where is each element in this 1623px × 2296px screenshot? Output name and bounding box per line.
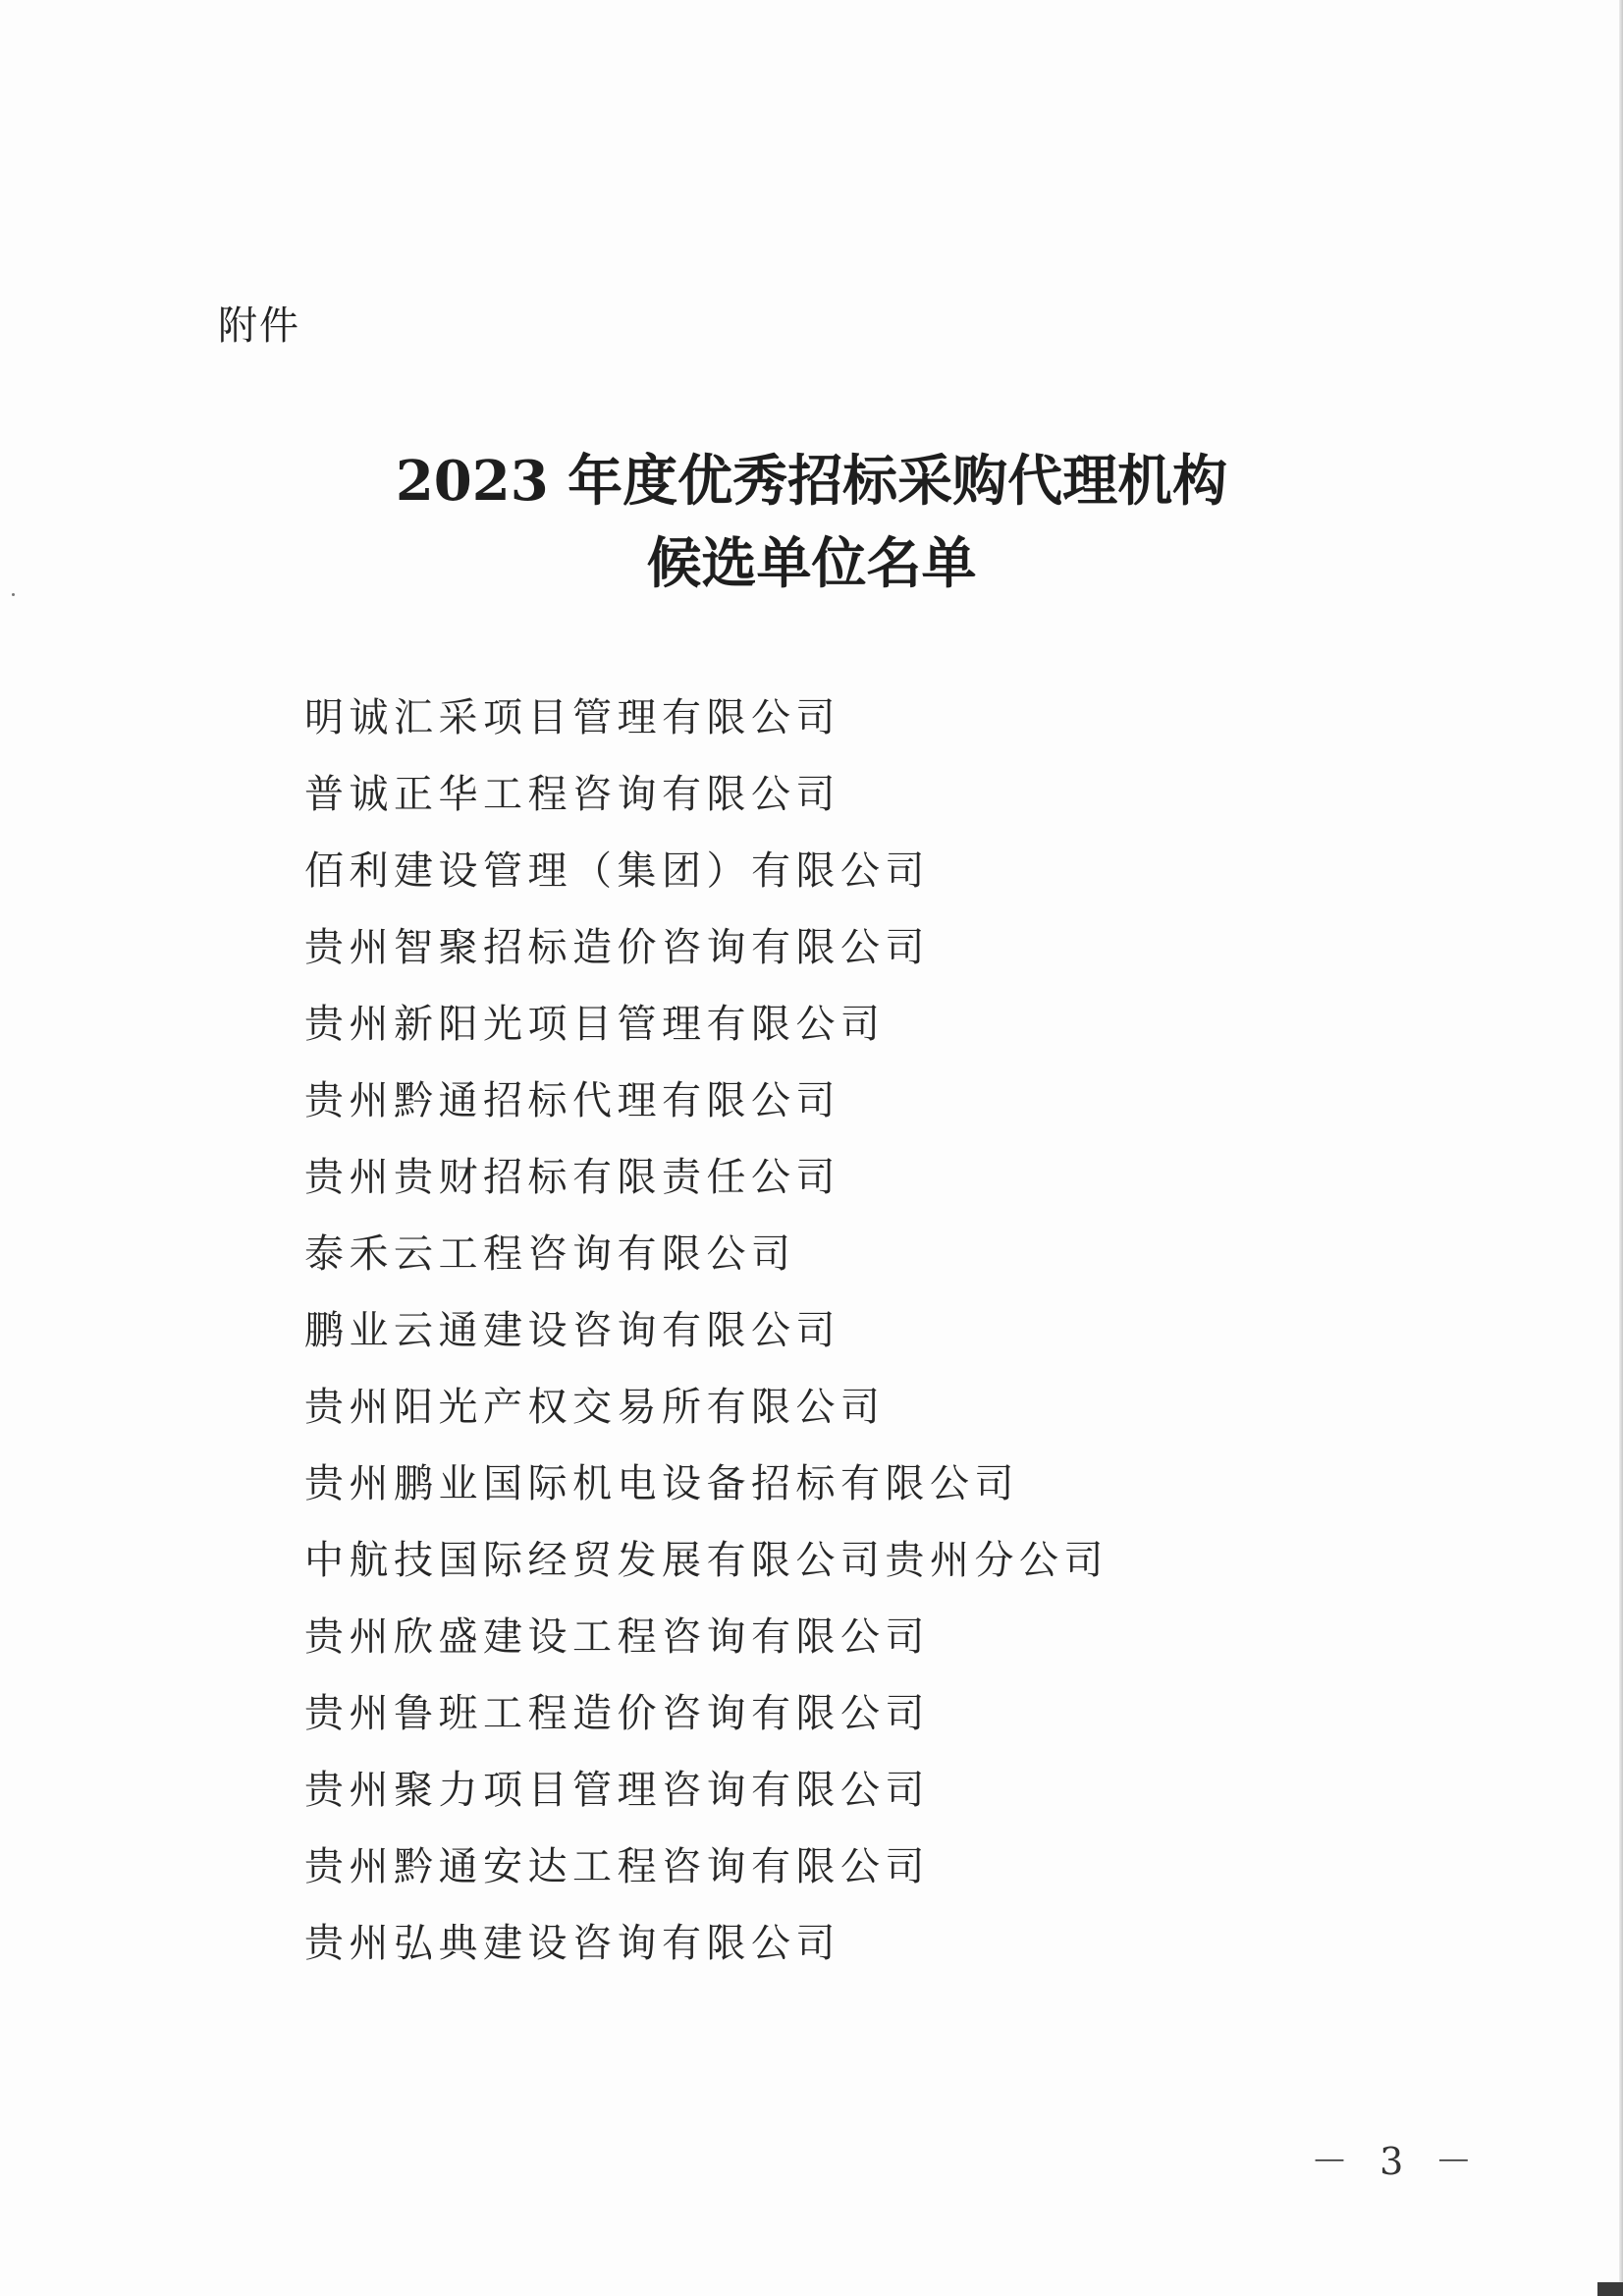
scan-edge [1619,0,1623,2296]
page-number: － 3 － [1311,2140,1483,2183]
title-line-1: 2023 年度优秀招标采购代理机构 [395,449,1228,514]
list-item: 贵州鲁班工程造价咨询有限公司 [304,1691,930,1736]
list-item: 贵州聚力项目管理咨询有限公司 [304,1768,930,1813]
attachment-label: 附件 [218,303,300,349]
list-item: 贵州黔通安达工程咨询有限公司 [304,1844,930,1889]
list-item: 贵州智聚招标造价咨询有限公司 [304,925,930,970]
list-item: 贵州贵财招标有限责任公司 [304,1155,840,1200]
document-title [0,440,1623,605]
list-item: 贵州欣盛建设工程咨询有限公司 [304,1614,930,1660]
candidate-company-list [304,685,1109,1988]
list-item: 中航技国际经贸发展有限公司贵州分公司 [304,1538,1109,1583]
list-item: 贵州弘典建设咨询有限公司 [304,1921,840,1966]
list-item: 明诚汇采项目管理有限公司 [304,695,840,740]
scan-corner-mark [1597,2282,1623,2296]
list-item: 普诚正华工程咨询有限公司 [304,772,840,817]
list-item: 鹏业云通建设咨询有限公司 [304,1308,840,1353]
list-item: 贵州黔通招标代理有限公司 [304,1078,840,1123]
list-item: 贵州阳光产权交易所有限公司 [304,1385,886,1430]
list-item: 泰禾云工程咨询有限公司 [304,1231,796,1277]
list-item: 佰利建设管理（集团）有限公司 [304,848,930,894]
scan-speck [12,593,15,596]
list-item: 贵州鹏业国际机电设备招标有限公司 [304,1461,1019,1506]
title-line-2: 候选单位名单 [646,531,977,596]
list-item: 贵州新阳光项目管理有限公司 [304,1002,886,1047]
